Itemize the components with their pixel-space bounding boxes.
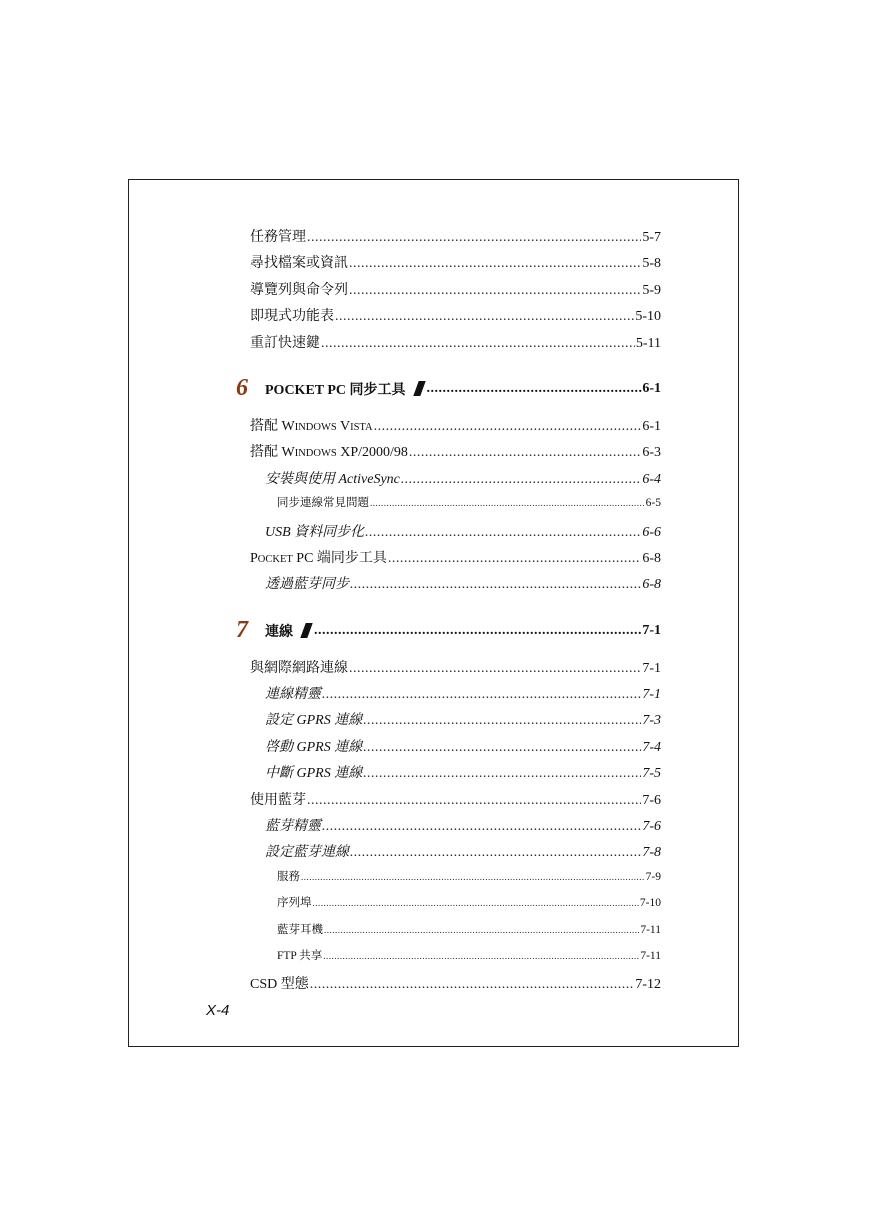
leader-dots <box>322 819 641 835</box>
chapter-page: 7-1 <box>642 622 661 638</box>
toc-entry-label: 中斷 GPRS 連線 <box>265 766 363 782</box>
chapter-heading-7[interactable] <box>236 605 661 657</box>
toc-entry-label: 設定藍芽連線 <box>265 845 349 861</box>
toc-entry[interactable] <box>250 657 661 683</box>
toc-entry-label: 藍芽精靈 <box>265 819 321 835</box>
toc-entry-page: 7-9 <box>645 870 661 883</box>
slash-icon <box>413 381 425 396</box>
toc-entry[interactable] <box>250 789 661 815</box>
toc-entry-label: 透過藍芽同步 <box>265 577 349 593</box>
toc-entry-label: 搭配 WINDOWS XP/2000/98 <box>250 445 408 461</box>
toc-entry-label: USB 資料同步化 <box>265 524 365 540</box>
toc-entry-page: 7-4 <box>642 739 661 755</box>
toc-entry-label: 連線精靈 <box>265 687 321 703</box>
toc-entry-label: 使用藍芽 <box>250 792 306 808</box>
leader-dots <box>310 977 635 993</box>
toc-entry-label: 啓動 GPRS 連線 <box>265 739 363 755</box>
toc-entry-page: 7-12 <box>635 977 661 993</box>
toc-entry-page: 7-3 <box>642 713 661 729</box>
leader-dots <box>350 577 641 593</box>
leader-dots <box>349 661 641 677</box>
leader-dots <box>363 713 641 729</box>
toc-entry-label: 服務 <box>277 870 300 883</box>
leader-dots <box>350 845 641 861</box>
leader-dots <box>313 898 639 908</box>
leader-dots <box>323 951 639 961</box>
toc-entry[interactable] <box>250 441 661 467</box>
toc-entry-label: POCKET PC 端同步工具 <box>250 550 387 566</box>
page-number: X-4 <box>206 1002 230 1019</box>
leader-dots <box>370 498 645 508</box>
toc-entry-label: FTP 共享 <box>277 949 323 962</box>
toc-entry-label: 同步連線常見問題 <box>277 497 369 510</box>
toc-entry-page: 6-1 <box>642 418 661 434</box>
leader-dots <box>307 793 641 809</box>
leader-dots <box>365 525 641 541</box>
toc-entry-label: 重訂快速鍵 <box>250 335 320 351</box>
chapter-heading-6[interactable] <box>236 363 661 415</box>
leader-dots <box>401 472 641 488</box>
leader-dots <box>321 336 635 352</box>
toc-entry-page: 7-11 <box>640 949 661 962</box>
toc-entry-label: 即現式功能表 <box>250 309 334 325</box>
toc-entry-page: 7-11 <box>640 923 661 936</box>
toc-entry-page: 5-8 <box>642 256 661 272</box>
leader-dots <box>349 283 641 299</box>
leader-dots <box>374 419 642 435</box>
toc-entry-page: 6-8 <box>642 550 661 566</box>
slash-icon <box>300 623 312 638</box>
toc-entry[interactable] <box>250 762 661 788</box>
toc-entry[interactable] <box>250 815 661 841</box>
toc-entry[interactable] <box>250 332 661 358</box>
leader-dots <box>363 740 641 756</box>
toc-entry[interactable] <box>250 521 661 547</box>
toc-entry[interactable] <box>250 494 661 520</box>
toc-entry-page: 7-1 <box>642 687 661 703</box>
toc-entry[interactable] <box>250 252 661 278</box>
toc-entry[interactable] <box>250 683 661 709</box>
toc-entry-page: 7-6 <box>642 819 661 835</box>
leader-dots <box>409 445 641 461</box>
chapter-number: 6 <box>236 375 248 402</box>
toc-entry-page: 7-1 <box>642 660 661 676</box>
toc-entry[interactable] <box>250 305 661 331</box>
toc-entry-page: 7-6 <box>642 792 661 808</box>
toc-entry[interactable] <box>250 547 661 573</box>
toc-entry[interactable] <box>250 947 661 973</box>
toc-entry-page: 7-5 <box>642 766 661 782</box>
table-of-contents <box>236 226 661 1000</box>
toc-entry-label: 導覽列與命令列 <box>250 282 348 298</box>
leader-dots <box>301 872 645 882</box>
toc-entry[interactable] <box>250 415 661 441</box>
leader-dots <box>388 551 641 567</box>
toc-entry-page: 6-3 <box>642 445 661 461</box>
leader-dots <box>324 925 639 935</box>
toc-entry-label: 藍芽耳機 <box>277 923 323 936</box>
toc-entry-page: 6-4 <box>642 471 661 487</box>
toc-entry[interactable] <box>250 226 661 252</box>
toc-entry-page: 5-11 <box>635 335 661 351</box>
toc-entry[interactable] <box>250 736 661 762</box>
toc-entry[interactable] <box>250 573 661 599</box>
toc-entry[interactable] <box>250 709 661 735</box>
toc-entry-page: 5-7 <box>642 230 661 245</box>
toc-entry-label: CSD 型態 <box>250 977 309 993</box>
chapter-title: POCKET PC 同步工具 <box>265 382 406 398</box>
toc-entry[interactable] <box>250 841 661 867</box>
leader-dots <box>314 623 642 639</box>
toc-entry[interactable] <box>250 921 661 947</box>
toc-entry[interactable] <box>250 468 661 494</box>
leader-dots <box>427 381 643 397</box>
toc-entry[interactable] <box>250 868 661 894</box>
chapter-page: 6-1 <box>642 380 661 396</box>
toc-entry-page: 6-5 <box>645 497 661 510</box>
toc-entry-label: 尋找檔案或資訊 <box>250 256 348 272</box>
toc-entry-page: 7-8 <box>642 845 661 861</box>
toc-entry-page: 5-9 <box>642 282 661 298</box>
toc-entry-page: 6-6 <box>642 524 661 540</box>
toc-entry[interactable] <box>250 279 661 305</box>
toc-entry-label: 與網際網路連線 <box>250 660 348 676</box>
chapter-title: 連線 <box>265 624 293 640</box>
toc-entry-label: 設定 GPRS 連線 <box>265 713 363 729</box>
toc-entry-page: 6-8 <box>642 577 661 593</box>
leader-dots <box>349 256 641 272</box>
toc-entry-label: 安裝與使用 ActiveSync <box>265 471 400 487</box>
toc-entry-page: 7-10 <box>639 897 661 910</box>
toc-entry[interactable] <box>250 973 661 999</box>
leader-dots <box>322 687 641 703</box>
toc-entry[interactable] <box>250 894 661 920</box>
toc-entry-label: 任務管理 <box>250 230 306 245</box>
leader-dots <box>335 309 634 325</box>
toc-entry-label: 序列埠 <box>277 897 312 910</box>
chapter-number: 7 <box>236 617 248 644</box>
toc-entry-page: 5-10 <box>635 309 661 325</box>
toc-entry-label: 搭配 WINDOWS VISTA <box>250 418 373 434</box>
leader-dots <box>363 766 641 782</box>
leader-dots <box>307 230 641 246</box>
